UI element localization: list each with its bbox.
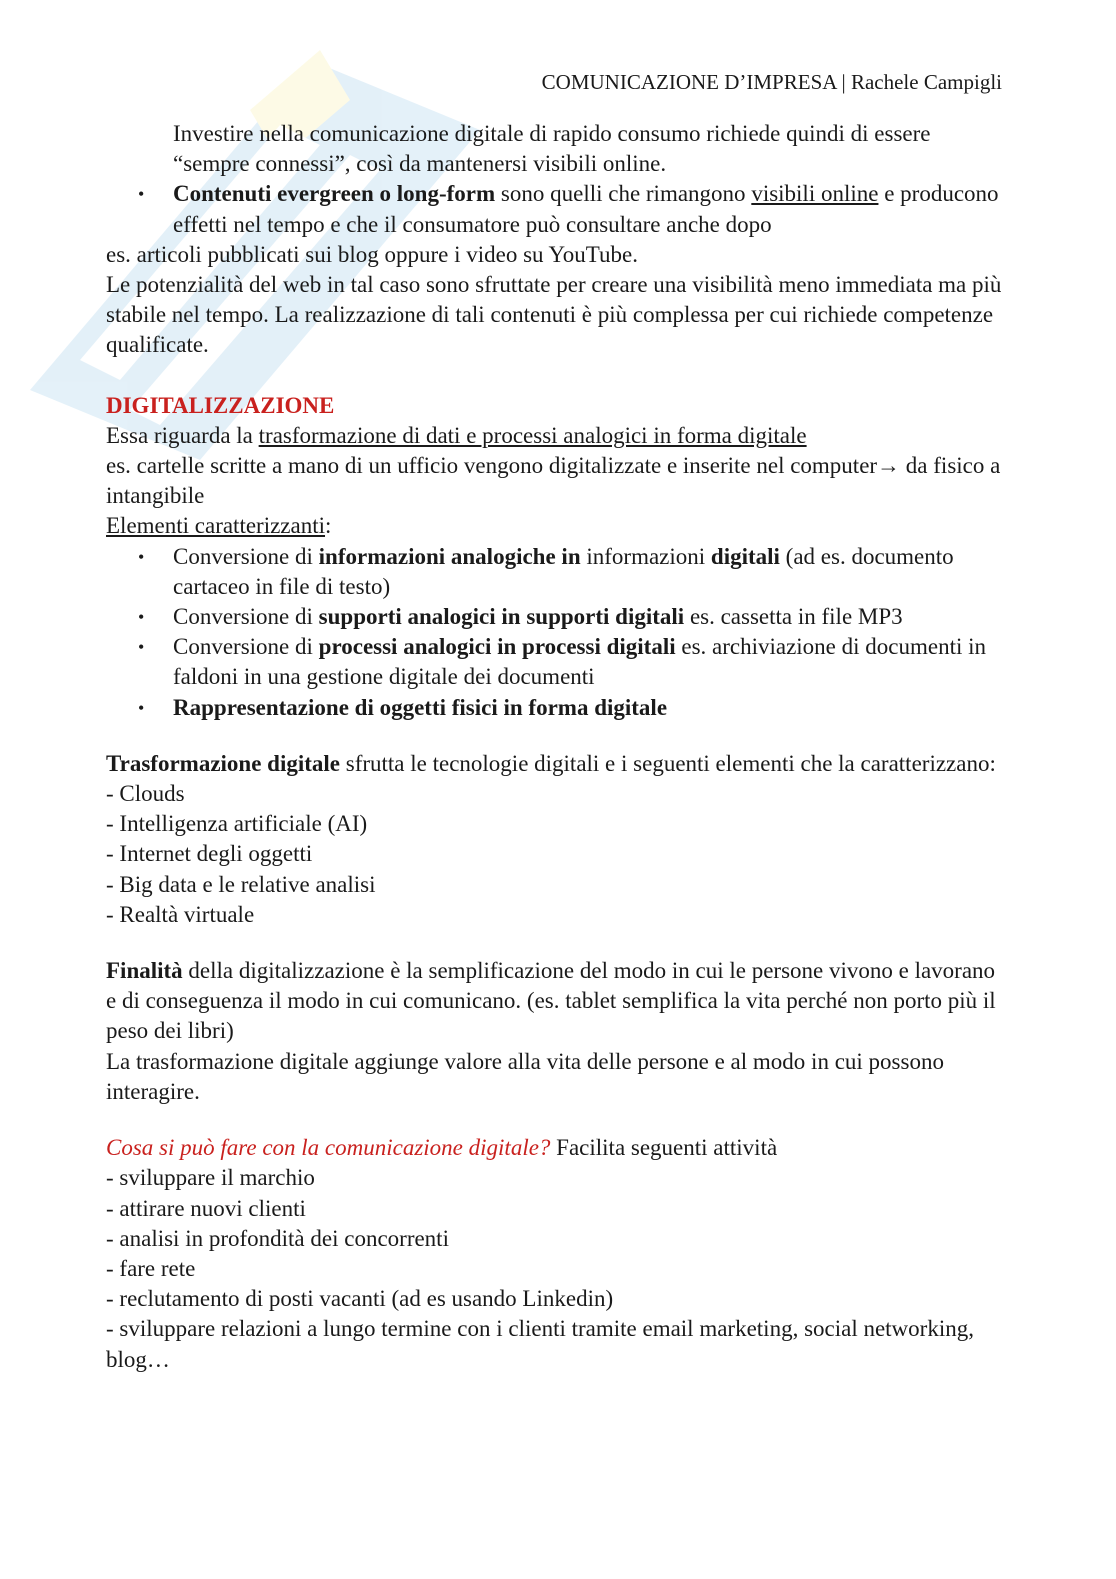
page-header: COMUNICAZIONE D’IMPRESA | Rachele Campigli — [541, 70, 1002, 94]
list-item: - Clouds — [106, 781, 185, 807]
intro-bullet-list — [106, 179, 1006, 239]
trasformazione-paragraph: Trasformazione digitale sfrutta le tecnologie digitali e i seguenti elementi che la caratterizzano: — [106, 750, 996, 776]
list-item: • Conversione di informazioni analogiche in informazioni digitali (ad es. documento cartaceo in file di testo) — [138, 543, 954, 599]
list-item: - attirare nuovi clienti — [106, 1195, 306, 1221]
intro-continuation: Investire nella comunicazione digitale di rapido consumo richiede quindi di essere “sempre connessi”, così da mantenersi visibili online. — [173, 121, 931, 177]
list-item: - analisi in profondità dei concorrenti — [106, 1225, 449, 1251]
finalita-paragraph-2: La trasformazione digitale aggiunge valore alla vita delle persone e al modo in cui possono interagire. — [106, 1048, 944, 1104]
bullet-icon: • — [138, 697, 145, 718]
section-heading-digitalizzazione: DIGITALIZZAZIONE — [106, 392, 335, 418]
definition-line: Essa riguarda la trasformazione di dati e processi analogici in forma digitale — [106, 422, 807, 448]
list-item: - reclutamento di posti vacanti (ad es usando Linkedin) — [106, 1286, 614, 1312]
list-item: • Conversione di processi analogici in processi digitali es. archiviazione di documenti in faldoni in una gestione digitale dei documenti — [138, 634, 987, 690]
intro-example: es. articoli pubblicati sui blog oppure i video su YouTube. — [106, 241, 638, 267]
list-item: - Intelligenza artificiale (AI) — [106, 811, 368, 837]
list-item: - Realtà virtuale — [106, 901, 255, 927]
elements-bullet-list — [106, 542, 1006, 723]
bullet-icon: • — [138, 546, 145, 567]
attivita-list — [106, 1163, 1006, 1374]
elements-label-line: Elementi caratterizzanti: — [106, 513, 332, 539]
list-item: - Internet degli oggetti — [106, 841, 313, 867]
list-item: - fare rete — [106, 1255, 196, 1281]
trasformazione-list — [106, 779, 1006, 930]
definition-example: es. cartelle scritte a mano di un ufficio vengono digitalizzate e inserite nel computer→ da fisico a intangibile — [106, 453, 1001, 509]
bullet-icon: • — [138, 607, 145, 628]
list-item: - Big data e le relative analisi — [106, 871, 376, 897]
list-item: - sviluppare relazioni a lungo termine con i clienti tramite email marketing, social networking, blog… — [106, 1316, 974, 1372]
list-item: • Contenuti evergreen o long-form sono quelli che rimangono visibili online e producono effetti nel tempo e che il consumatore può consultare anche dopo — [138, 181, 999, 237]
list-item: - sviluppare il marchio — [106, 1165, 315, 1191]
bullet-icon: • — [138, 637, 145, 658]
finalita-paragraph: Finalità della digitalizzazione è la semplificazione del modo in cui le persone vivono e lavorano e di conseguenza il modo in cui comunicano. (es. tablet semplifica la vita perché non porto più il peso dei libri) — [106, 958, 996, 1044]
intro-paragraph: Le potenzialità del web in tal caso sono sfruttate per creare una visibilità meno immediata ma più stabile nel tempo. La realizzazione di tali contenuti è più complessa per cui richiede competenze qualificate. — [106, 272, 1002, 358]
page-content — [106, 119, 1006, 1375]
bullet-icon: • — [138, 184, 145, 205]
list-item: • Conversione di supporti analogici in supporti digitali es. cassetta in file MP3 — [106, 602, 1006, 632]
list-item: • Rappresentazione di oggetti fisici in forma digitale — [106, 693, 1006, 723]
attivita-question-line: Cosa si può fare con la comunicazione digitale? Facilita seguenti attività — [106, 1135, 778, 1161]
